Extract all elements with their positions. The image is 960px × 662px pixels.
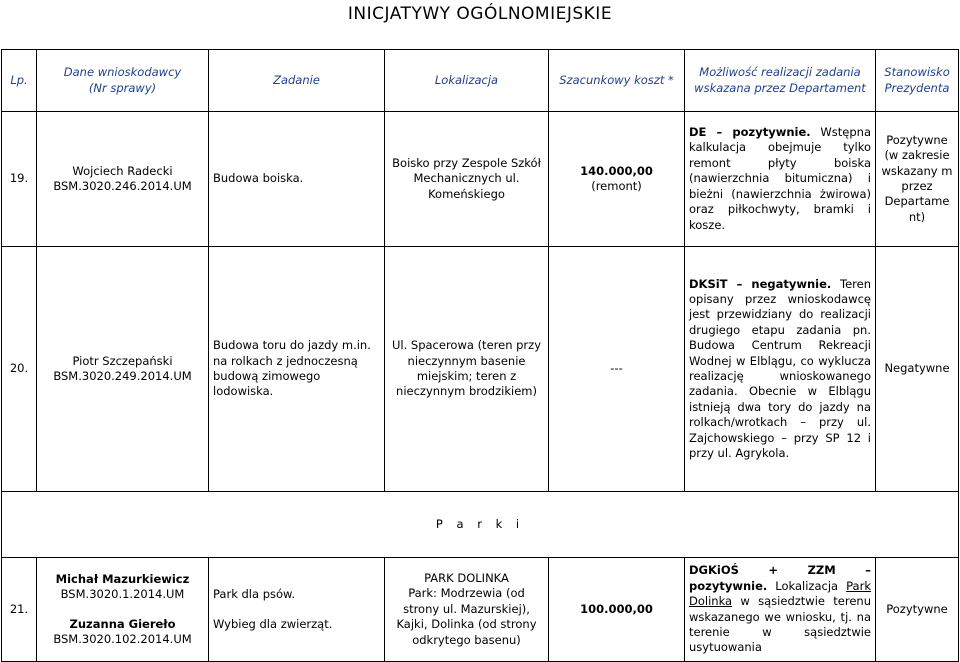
feasibility-text: Lokalizacja — [775, 578, 839, 593]
feasibility-head: DE – pozytywnie. — [689, 125, 811, 140]
cost-cell — [549, 247, 685, 492]
position-cell: Negatywne — [876, 247, 959, 492]
position-cell: Pozytywne — [876, 558, 959, 662]
case-number: BSM.3020.246.2014.UM — [53, 179, 192, 193]
header-feasibility-line1: Możliwość realizacji zadania — [699, 65, 861, 80]
applicant-name-2: Zuzanna Giereło — [69, 616, 176, 631]
feasibility-text: Teren opisany przez wnioskodawcę jest przewidziany do realizacji drugiego etapu zadania pn. Budowa Centrum Rekreacji Wodnej w Elblągu, co wyklucza realizację wnioskowanego zadania. Obecnie w Elblągu istnieją dwa tory do jazdy na rolkach/wrotkach – przy ul. Zajchowskiego – przy SP 12 i przy ul. Agrykola. — [689, 276, 871, 461]
case-number-2: BSM.3020.102.2014.UM — [53, 631, 192, 646]
feasibility-cell — [685, 247, 876, 492]
applicant-cell — [37, 112, 209, 247]
feasibility-text: Wstępna kalkulacja obejmuje tylko remont płyty boiska (nawierzchnia bitumiczna) i bieżni (nawierzchnia żwirowa) oraz piłkochwyty, bramki i kosze. — [689, 125, 872, 232]
table-row-19 — [2, 112, 959, 247]
feasibility-cell — [685, 112, 876, 247]
position-cell: Pozytywne (w zakresie wskazany m przez Departame nt) — [876, 112, 959, 247]
task-cell: Budowa boiska. — [209, 112, 385, 247]
location-cell: Boisko przy Zespole Szkół Mechanicznych ul. Komeńskiego — [385, 112, 549, 247]
header-position-line1: Stanowisko — [884, 65, 950, 80]
applicant-cell — [37, 558, 209, 662]
row-lp: 19. — [2, 112, 37, 247]
header-position — [876, 50, 959, 112]
case-number: BSM.3020.1.2014.UM — [60, 587, 185, 602]
task-cell: Budowa toru do jazdy m.in. na rolkach z jednoczesną budową zimowego lodowiska. — [209, 247, 385, 492]
location-cell: Ul. Spacerowa (teren przy nieczynnym basenie miejskim; teren z nieczynnym brodzikiem) — [385, 247, 549, 492]
header-applicant — [37, 50, 209, 112]
location-text: Park: Modrzewia (od strony ul. Mazurskiej), Kajki, Dolinka (od strony odkrytego basenu) — [396, 586, 537, 647]
header-location: Lokalizacja — [385, 50, 549, 112]
row-lp: 21. — [2, 558, 37, 662]
header-feasibility — [685, 50, 876, 112]
page-title: INICJATYWY OGÓLNOMIEJSKIE — [347, 4, 613, 24]
cost-value: --- — [610, 361, 623, 376]
task-line1: Park dla psów. — [213, 587, 296, 602]
feasibility-head: DKSiT – negatywnie. — [689, 276, 832, 291]
case-number: BSM.3020.249.2014.UM — [53, 369, 192, 383]
section-title: P a r k i — [2, 492, 959, 558]
header-task: Zadanie — [209, 50, 385, 112]
feasibility-cell — [685, 558, 876, 662]
applicant-name: Piotr Szczepański — [72, 353, 173, 368]
table-row-21 — [2, 558, 959, 662]
cost-cell — [549, 112, 685, 247]
table-header-row — [2, 50, 959, 112]
feasibility-head: DGKiOŚ + ZZM – pozytywnie. — [689, 563, 871, 593]
header-feasibility-line2: wskazana przez Departament — [694, 80, 866, 95]
applicant-name: Michał Mazurkiewicz — [55, 571, 190, 586]
table-row-20 — [2, 247, 959, 492]
row-lp: 20. — [2, 247, 37, 492]
location-head: PARK DOLINKA — [424, 570, 509, 585]
header-applicant-line2: (Nr sprawy) — [88, 80, 157, 95]
header-lp: Lp. — [2, 50, 37, 112]
applicant-cell — [37, 247, 209, 492]
feasibility-text-2: w sąsiedztwie terenu wskazanego we wniosku, tj. na terenie w sąsiedztwie usytuowania — [689, 594, 871, 655]
location-cell — [385, 558, 549, 662]
cost-note: (remont) — [591, 179, 642, 193]
cost-value: 140.000,00 — [580, 163, 653, 178]
header-cost: Szacunkowy koszt * — [549, 50, 685, 112]
section-row-parki — [2, 492, 959, 558]
applicant-name: Wojciech Radecki — [72, 163, 173, 178]
header-position-line2: Prezydenta — [884, 80, 950, 95]
task-cell — [209, 558, 385, 662]
task-line2: Wybieg dla zwierząt. — [213, 616, 333, 631]
cost-cell: 100.000,00 — [549, 558, 685, 662]
park-dolinka-link: Park Dolinka — [689, 578, 871, 609]
header-applicant-line1: Dane wnioskodawcy — [63, 65, 182, 80]
initiatives-table — [1, 49, 959, 662]
